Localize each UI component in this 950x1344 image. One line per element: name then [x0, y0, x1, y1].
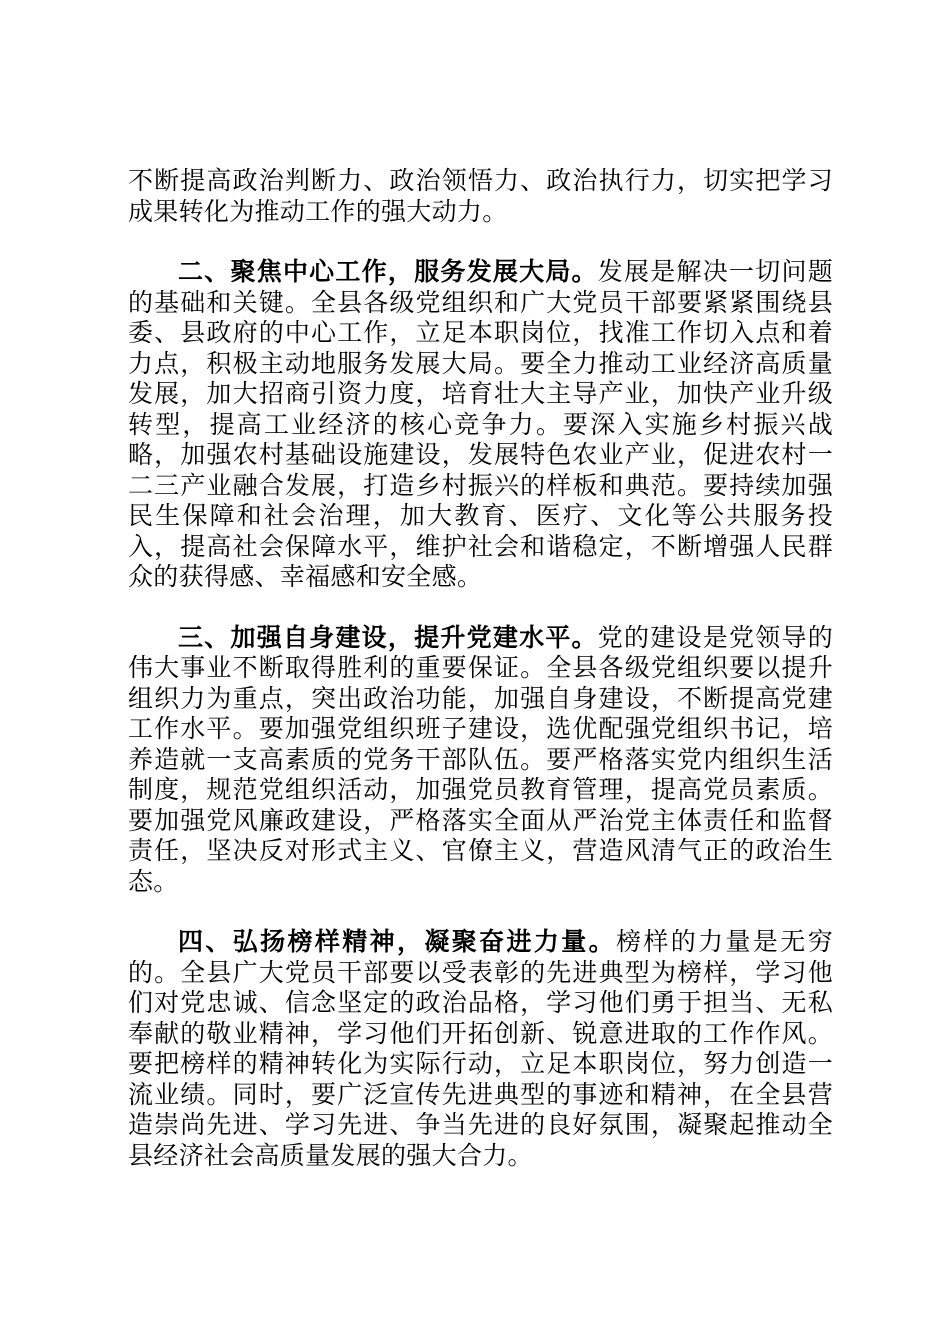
paragraph-body: 榜样的力量是无穷的。全县广大党员干部要以受表彰的先进典型为榜样，学习他们对党忠诚、信念坚定的政治品格，学习他们勇于担当、无私奉献的敬业精神，学习他们开拓创新、锐意进取的工作作风。要把榜样的精神转化为实际行动，立足本职岗位，努力创造一流业绩。同时，要广泛宣传先进典型的事迹和精神，在全县营造崇尚先进、学习先进、争当先进的良好氛围，凝聚起推动全县经济社会高质量发展的强大合力。	[128, 927, 833, 1170]
section-heading: 三、加强自身建设，提升党建水平。	[178, 622, 598, 652]
paragraph-body: 发展是解决一切问题的基础和关键。全县各级党组织和广大党员干部要紧紧围绕县委、县政府的中心工作，立足本职岗位，找准工作切入点和着力点，积极主动地服务发展大局。要全力推动工业经济高质量发展，加大招商引资力度，培育壮大主导产业，加快产业升级转型，提高工业经济的核心竞争力。要深入实施乡村振兴战略，加强农村基础设施建设，发展特色农业产业，促进农村一二三产业融合发展，打造乡村振兴的样板和典范。要持续加强民生保障和社会治理，加大教育、医疗、文化等公共服务投入，提高社会保障水平，维护社会和谐稳定，不断增强人民群众的获得感、幸福感和安全感。	[128, 257, 833, 591]
document-page	[128, 166, 833, 1201]
paragraph-body: 不断提高政治判断力、政治领悟力、政治执行力，切实把学习成果转化为推动工作的强大动力。	[128, 166, 833, 226]
paragraph-section-2	[128, 257, 833, 593]
paragraph-continuation	[128, 166, 833, 227]
section-heading: 二、聚焦中心工作，服务发展大局。	[178, 257, 598, 286]
paragraph-section-4	[128, 927, 833, 1171]
section-heading: 四、弘扬榜样精神，凝聚奋进力量。	[178, 927, 617, 956]
paragraph-body: 党的建设是党领导的伟大事业不断取得胜利的重要保证。全县各级党组织要以提升组织力为重点，突出政治功能，加强自身建设，不断提高党建工作水平。要加强党组织班子建设，选优配强党组织书记，培养造就一支高素质的党务干部队伍。要严格落实党内组织生活制度，规范党组织活动，加强党员教育管理，提高党员素质。要加强党风廉政建设，严格落实全面从严治党主体责任和监督责任，坚决反对形式主义、官僚主义，营造风清气正的政治生态。	[128, 622, 833, 896]
paragraph-section-3	[128, 623, 833, 898]
